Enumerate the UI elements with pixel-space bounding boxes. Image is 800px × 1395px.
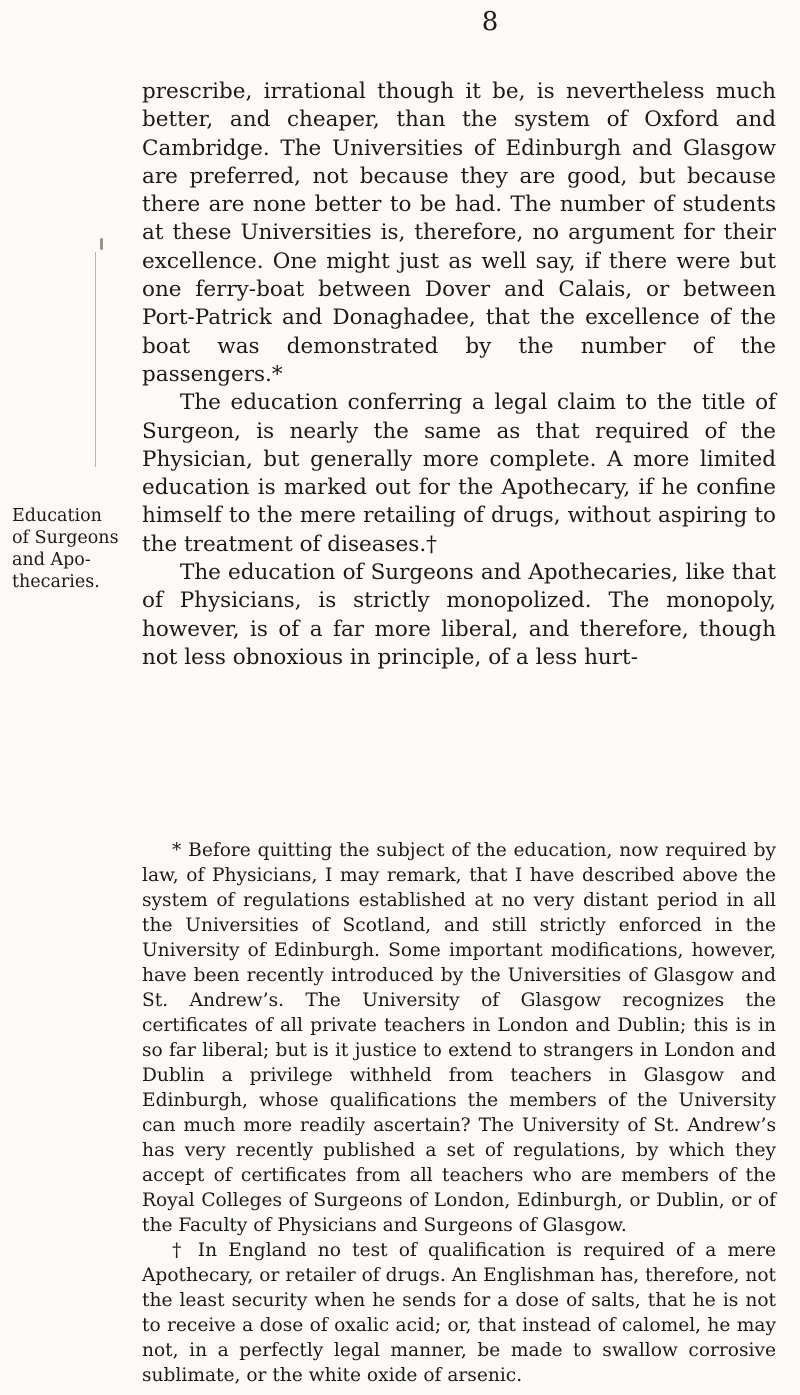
footnotes xyxy=(142,838,776,1388)
footnote: † In England no test of qualification is required of a mere Apothecary, or retailer of drugs. An Englishman has, therefore, not the least security when he sends for a dose of salts, that he is not to receive a dose of oxalic acid; or, that instead of calomel, he may not, in a perfectly legal manner, be made to swallow corrosive sublimate, or the white oxide of arsenic. xyxy=(142,1240,776,1386)
page-number: 8 xyxy=(481,7,499,37)
margin-rule xyxy=(95,252,96,467)
main-text xyxy=(142,78,776,672)
body-paragraph: The education of Surgeons and Apothecaries, like that of Physicians, is strictly monopolized. The monopoly, however, is of a far more liberal, and therefore, though not less obnoxious in principle, of a less hurt- xyxy=(142,560,776,670)
sidenote-line: and Apo- xyxy=(12,550,91,570)
margin-mark xyxy=(100,238,103,250)
marginal-sidenote xyxy=(12,505,132,593)
sidenote-line: Education xyxy=(12,506,102,526)
sidenote-line: of Surgeons xyxy=(12,528,119,548)
footnote: * Before quitting the subject of the education, now required by law, of Physicians, I may remark, that I have described above the system of regulations established at no very distant period in all the Universities of Scotland, and still strictly enforced in the University of Edinburgh. Some important modifications, however, have been recently introduced by the Universities of Glasgow and St. Andrew’s. The University of Glasgow recognizes the certificates of all private teachers in London and Dublin; this is in so far liberal; but is it justice to extend to strangers in London and Dublin a privilege withheld from teachers in Glasgow and Edinburgh, whose qualifications the members of the University can much more readily ascertain? The University of St. Andrew’s has very recently published a set of regulations, by which they accept of certificates from all teachers who are members of the Royal Colleges of Surgeons of London, Edinburgh, or Dublin, or of the Faculty of Physicians and Surgeons of Glasgow. xyxy=(142,840,776,1236)
body-paragraph: prescribe, irrational though it be, is nevertheless much better, and cheaper, than the system of Oxford and Cambridge. The Universities of Edinburgh and Glasgow are preferred, not because they are good, but because there are none better to be had. The number of students at these Universities is, therefore, no argument for their excellence. One might just as well say, if there were but one ferry-boat between Dover and Calais, or between Port-Patrick and Donaghadee, that the excellence of the boat was demonstrated by the number of the passengers.* xyxy=(142,79,776,387)
body-paragraph: The education conferring a legal claim to the title of Surgeon, is nearly the same as that required of the Physician, but generally more complete. A more limited education is marked out for the Apothecary, if he confine himself to the mere retailing of drugs, without aspiring to the treatment of diseases.† xyxy=(142,390,776,557)
sidenote-line: thecaries. xyxy=(12,572,100,592)
